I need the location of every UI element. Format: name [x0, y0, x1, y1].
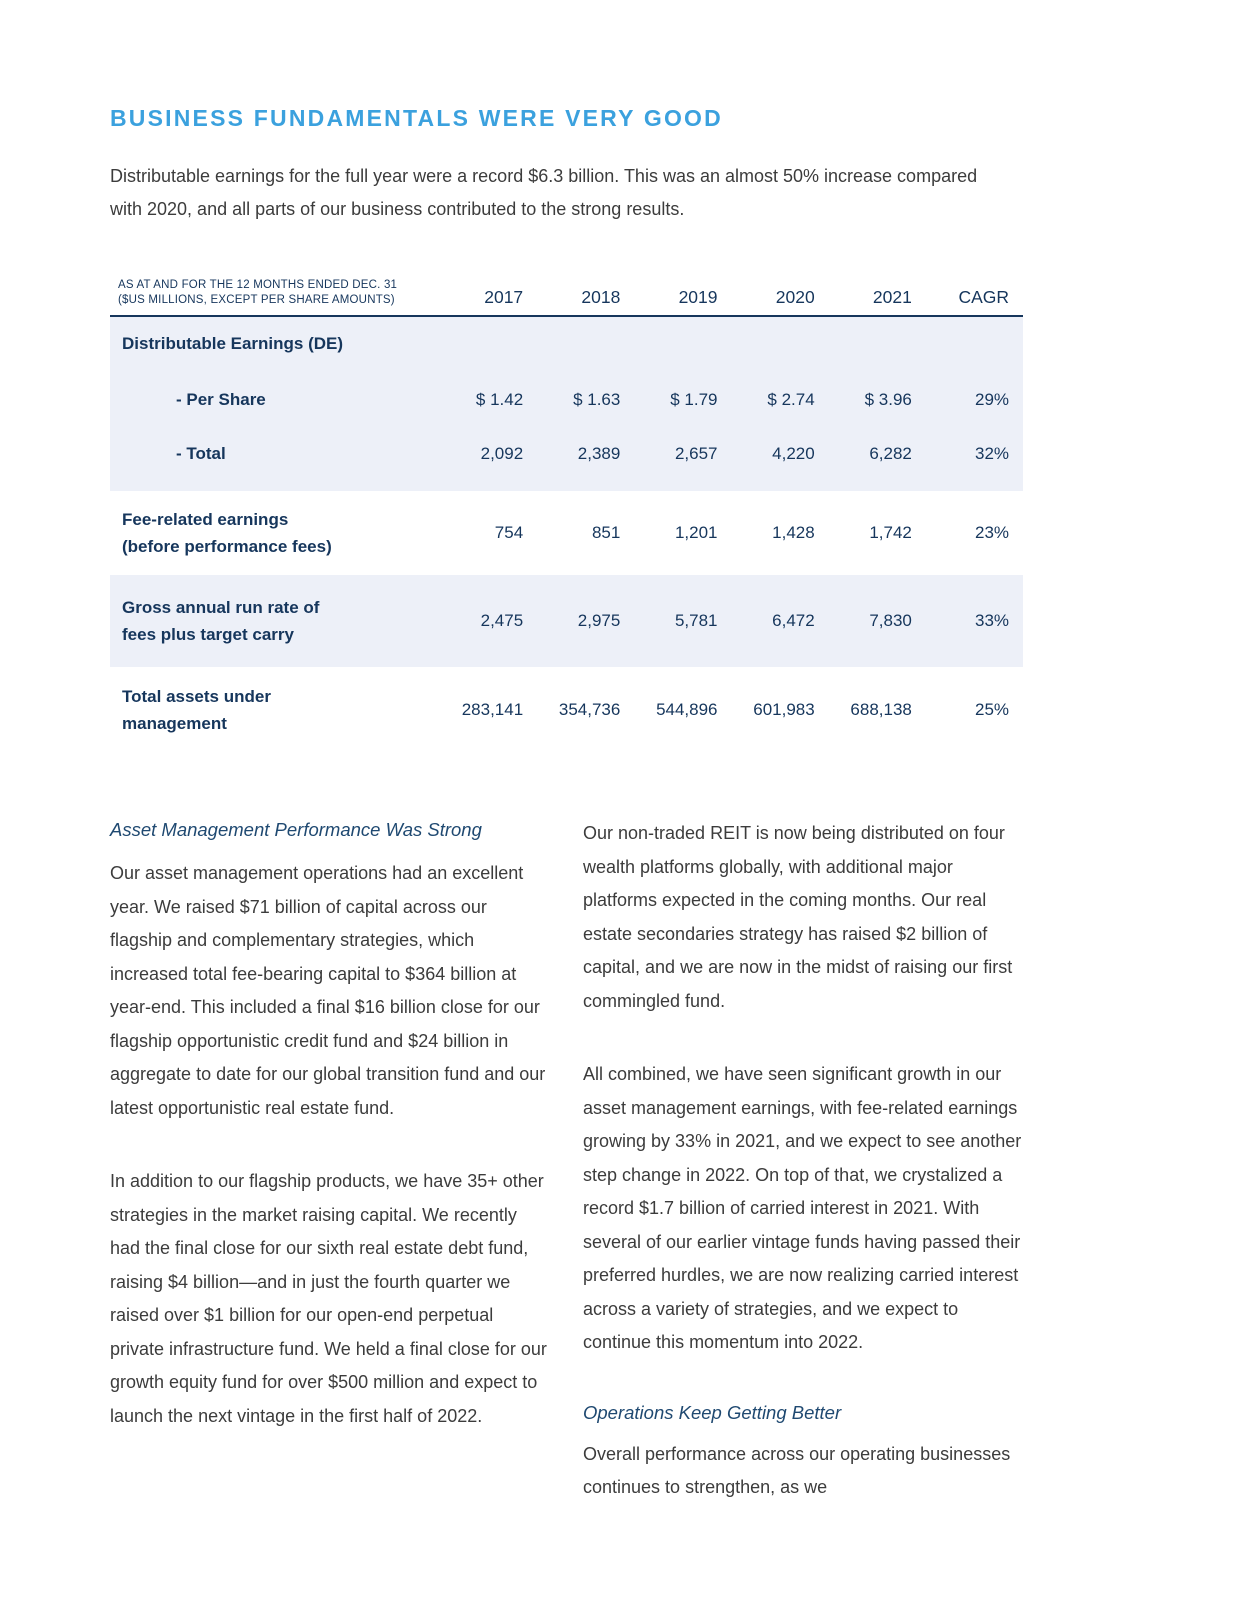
table-row-gross-run-rate [110, 575, 1023, 667]
row-label-distributable-earnings: Distributable Earnings (DE) [122, 334, 344, 353]
right-paragraph-3: Overall performance across our operating businesses continues to strengthen, as we [583, 1443, 1011, 1497]
cell-fee-2017: 754 [494, 523, 524, 542]
row-label-total-aum [110, 683, 440, 737]
cell-gross-2017: 2,475 [480, 611, 524, 630]
cell-aum-2017: 283,141 [461, 700, 524, 719]
table-section-distributable-earnings [110, 317, 1023, 491]
cell-aum-2020: 601,983 [753, 700, 815, 719]
table-row-total-aum [110, 667, 1023, 753]
financials-table [110, 278, 1023, 753]
cell-per-share-2017: $ 1.42 [475, 390, 524, 409]
cell-total-2021: 6,282 [869, 444, 912, 463]
table-row-per-share [110, 386, 1023, 413]
column-header-2017: 2017 [484, 287, 524, 307]
right-paragraph-2: All combined, we have seen significant growth in our asset management earnings, with fee-related earnings growing by 33% in 2021, and we expect to see another step change in 2022. On top of that, we crystalized a record $1.7 billion of carried interest in 2021. With several of our earlier vintage funds having passed their preferred hurdles, we are now realizing carried interest across a variety of strategies, and we expect to continue this momentum into 2022. [583, 1064, 1022, 1352]
cell-per-share-2020: $ 2.74 [767, 390, 815, 409]
column-header-2021: 2021 [872, 287, 912, 307]
column-header-2018: 2018 [581, 287, 621, 307]
cell-aum-2018: 354,736 [558, 700, 621, 719]
table-header-row [110, 278, 1023, 317]
section-heading: BUSINESS FUNDAMENTALS WERE VERY GOOD [110, 105, 723, 131]
row-label-fee-line2: (before performance fees) [122, 537, 332, 556]
row-label-fee-line1: Fee-related earnings [122, 510, 289, 529]
cell-fee-2020: 1,428 [772, 523, 815, 542]
cell-aum-2019: 544,896 [656, 700, 718, 719]
cell-per-share-cagr: 29% [975, 390, 1010, 409]
table-caption-line2: ($US MILLIONS, EXCEPT PER SHARE AMOUNTS) [118, 294, 395, 306]
table-caption [110, 278, 440, 308]
cell-fee-cagr: 23% [975, 523, 1010, 542]
cell-per-share-2018: $ 1.63 [573, 390, 621, 409]
cell-gross-2021: 7,830 [869, 611, 912, 630]
column-header-2019: 2019 [678, 287, 718, 307]
cell-fee-2019: 1,201 [674, 523, 718, 542]
cell-total-2020: 4,220 [772, 444, 815, 463]
row-label-total: - Total [176, 444, 226, 463]
row-label-fee-related-earnings [110, 506, 440, 560]
left-column [110, 817, 550, 1505]
cell-aum-cagr: 25% [975, 700, 1010, 719]
row-label-per-share: - Per Share [176, 390, 266, 409]
table-row-total [110, 440, 1023, 467]
cell-gross-2020: 6,472 [772, 611, 815, 630]
row-label-aum-line1: Total assets under [122, 687, 271, 706]
right-column [583, 817, 1023, 1505]
subhead-operations: Operations Keep Getting Better [583, 1401, 842, 1423]
cell-per-share-2021: $ 3.96 [864, 390, 912, 409]
cell-total-2019: 2,657 [674, 444, 718, 463]
cell-total-cagr: 32% [975, 444, 1010, 463]
column-header-cagr: CAGR [958, 287, 1010, 307]
left-paragraph-2: In addition to our flagship products, we have 35+ other strategies in the market raising capital. We recently had the final close for our sixth real estate debt fund, raising $4 billion—and in just the fourth quarter we raised over $1 billion for our open-end perpetual private infrastructure fund. We held a final close for our growth equity fund for over $500 million and expect to launch the next vintage in the first half of 2022. [110, 1171, 547, 1426]
intro-paragraph: Distributable earnings for the full year were a record $6.3 billion. This was an almost 50% increase compared with 2020, and all parts of our business contributed to the strong results. [110, 166, 978, 219]
right-paragraph-1: Our non-traded REIT is now being distributed on four wealth platforms globally, with additional major platforms expected in the coming months. Our real estate secondaries strategy has raised $2 billion of capital, and we are now in the midst of raising our first commingled fund. [583, 823, 1013, 1011]
subhead-asset-management: Asset Management Performance Was Strong [110, 819, 482, 840]
table-caption-line1: AS AT AND FOR THE 12 MONTHS ENDED DEC. 31 [118, 279, 398, 291]
table-row-fee-related-earnings [110, 491, 1023, 575]
row-label-gross-run-rate [110, 594, 440, 648]
row-label-gross-line2: fees plus target carry [122, 625, 294, 644]
cell-fee-2018: 851 [591, 523, 621, 542]
table-row-group-header [110, 330, 1023, 357]
cell-gross-2019: 5,781 [674, 611, 718, 630]
left-paragraph-1: Our asset management operations had an excellent year. We raised $71 billion of capital across our flagship and complementary strategies, which increased total fee-bearing capital to $364 billion at year-end. This included a final $16 billion close for our flagship opportunistic credit fund and $24 billion in aggregate to date for our global transition fund and our latest opportunistic real estate fund. [110, 863, 546, 1118]
cell-gross-cagr: 33% [975, 611, 1010, 630]
cell-fee-2021: 1,742 [869, 523, 912, 542]
cell-gross-2018: 2,975 [577, 611, 621, 630]
row-label-aum-line2: management [122, 714, 227, 733]
cell-total-2018: 2,389 [577, 444, 621, 463]
row-label-gross-line1: Gross annual run rate of [122, 598, 320, 617]
cell-per-share-2019: $ 1.79 [670, 390, 718, 409]
cell-total-2017: 2,092 [480, 444, 524, 463]
cell-aum-2021: 688,138 [850, 700, 912, 719]
column-header-2020: 2020 [775, 287, 815, 307]
body-columns [110, 817, 1023, 1505]
